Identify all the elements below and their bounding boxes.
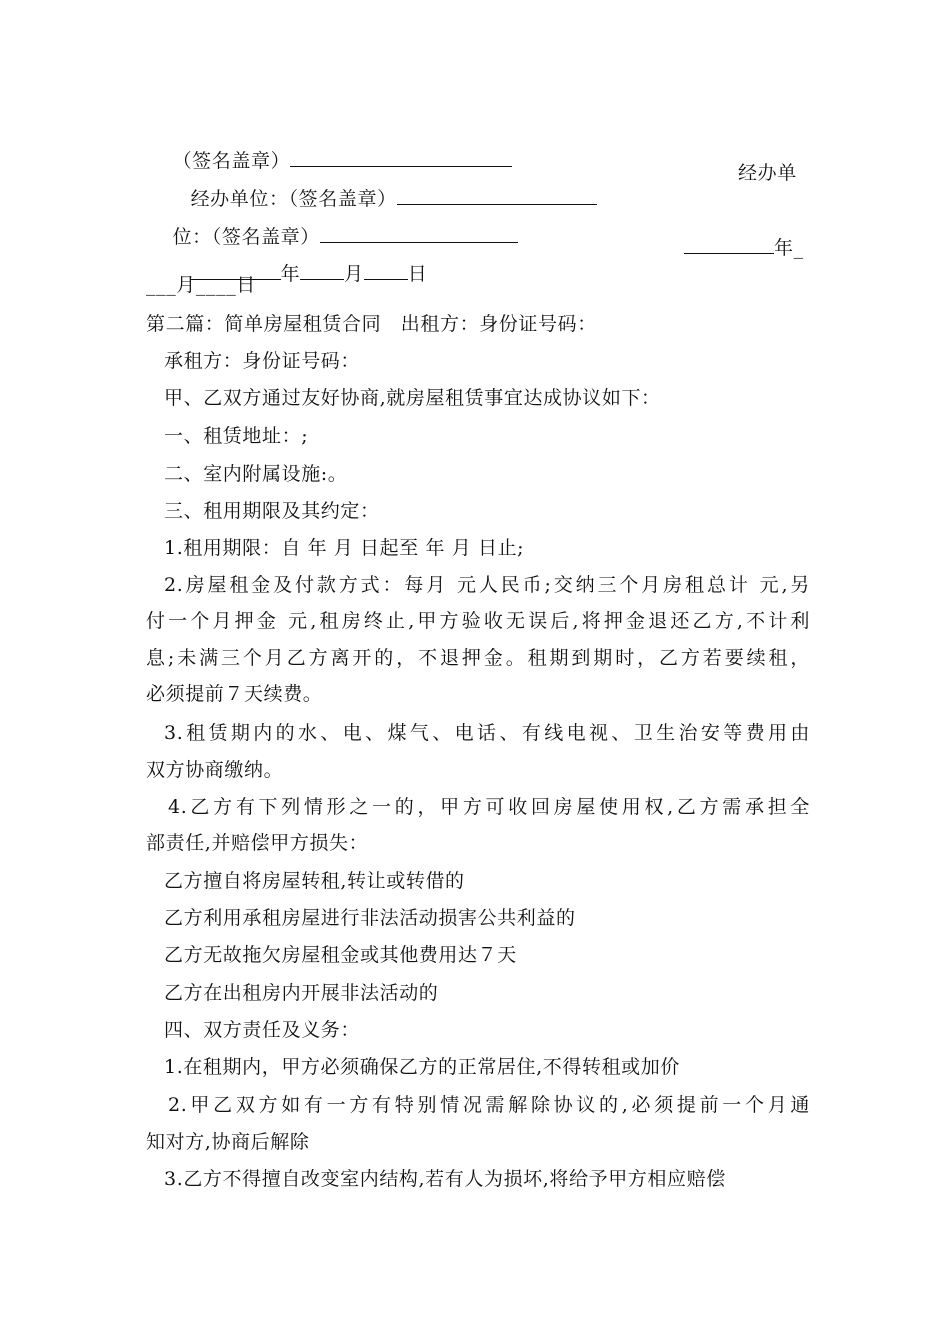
clause-term-heading: 三、租用期限及其约定：: [164, 500, 380, 522]
clause-address: 一、租赁地址：;: [164, 425, 309, 447]
revoke-case-2: 乙方利用承租房屋进行非法活动损害公共利益的: [164, 907, 576, 929]
clause-facilities: 二、室内附属设施:。: [164, 463, 348, 485]
clause-rent-line-3: 息;未满三个月乙方离开的，不退押金。租期到期时，乙方若要续租，: [146, 647, 810, 669]
year-blank-right: [684, 235, 774, 254]
agency-label-cont: 位：（签名盖章）: [172, 226, 320, 248]
clause-revoke-line-1: 4.乙方有下列情形之一的，甲方可收回房屋使用权,乙方需承担全: [168, 796, 810, 818]
clause-revoke-line-2: 部责任,并赔偿甲方损失：: [146, 832, 369, 854]
clause-fees-line-2: 双方协商缴纳。: [146, 759, 284, 781]
section-four-heading: 四、双方责任及义务：: [164, 1019, 361, 1041]
agreement-intro: 甲、乙双方通过友好协商,就房屋租赁事宜达成协议如下：: [164, 387, 661, 409]
agency-label: 经办单位：（签名盖章）: [190, 188, 397, 210]
date-line-cont: ___月____日: [146, 274, 256, 296]
tenant-line: 承租方：身份证号码：: [164, 350, 361, 372]
revoke-case-3: 乙方无故拖欠房屋租金或其他费用达７天: [164, 944, 517, 966]
agency-label-right: 经办单: [738, 162, 797, 184]
year-char: 年: [280, 263, 301, 285]
revoke-case-4: 乙方在出租房内开展非法活动的: [164, 982, 439, 1004]
duty-3: 3.乙方不得擅自改变室内结构,若有人为损坏,将给予甲方相应赔偿: [164, 1168, 726, 1190]
signature-label: （签名盖章）: [172, 150, 291, 172]
duty-2-line-1: 2.甲乙双方如有一方有特别情况需解除协议的,必须提前一个月通: [168, 1094, 810, 1116]
day-char: 日: [407, 263, 428, 285]
clause-rent-line-4: 必须提前７天续费。: [146, 683, 323, 705]
revoke-case-1: 乙方擅自将房屋转租,转让或转借的: [164, 870, 465, 892]
clause-rent-line-1: 2.房屋租金及付款方式：每月 元人民币;交纳三个月房租总计 元,另: [164, 574, 810, 596]
month-char: 月: [344, 263, 364, 285]
section-two-heading: 第二篇：简单房屋租赁合同 出租方：身份证号码：: [146, 313, 597, 335]
clause-term-1: 1.租用期限：自 年 月 日起至 年 月 日止;: [164, 537, 525, 559]
clause-rent-line-2: 付一个月押金 元,租房终止,甲方验收无误后,将押金退还乙方,不计利: [146, 610, 810, 632]
duty-1: 1.在租期内，甲方必须确保乙方的正常居住,不得转租或加价: [164, 1056, 680, 1078]
clause-fees-line-1: 3.租赁期内的水、电、煤气、电话、有线电视、卫生治安等费用由: [164, 722, 810, 744]
year-char-right: 年_: [774, 237, 804, 259]
duty-2-line-2: 知对方,协商后解除: [146, 1131, 310, 1153]
date-right: [684, 235, 804, 261]
